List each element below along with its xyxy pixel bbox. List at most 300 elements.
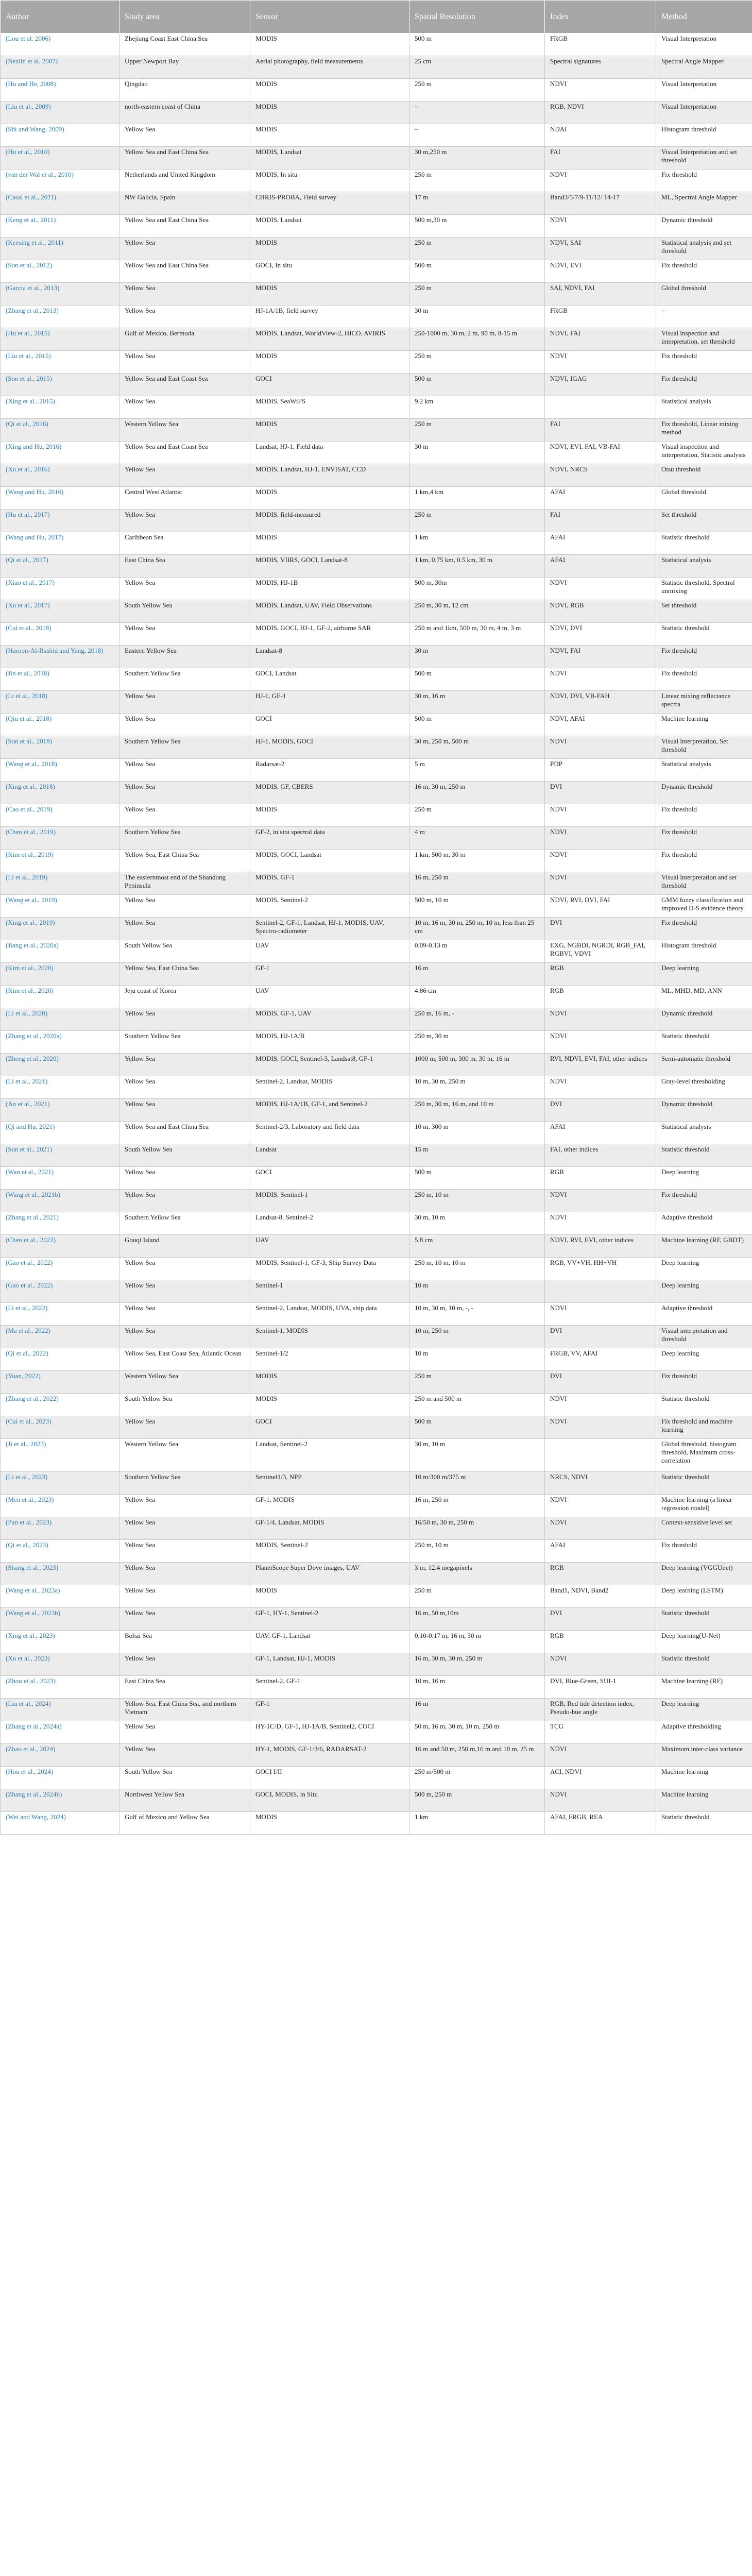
cell-author [1,1031,119,1054]
cell-method: Deep learning [656,1258,752,1280]
cell-study-area: Gulf of Mexico, Bermuda [119,328,250,351]
cell-sensor: GOCI, MODIS, in Situ [250,1789,409,1812]
cell-study-area: Yellow Sea [119,283,250,306]
cell-author [1,101,119,124]
cell-author [1,442,119,464]
citation-link[interactable]: (Qiu et al., 2018) [6,715,52,722]
cell-index [545,1280,656,1303]
cell-method: Visual Interpretation and set threshold [656,147,752,170]
cell-author [1,1054,119,1076]
cell-sensor: MODIS [250,124,409,147]
cell-sensor: Sentinel-2, Landsat, MODIS, UVA, ship data [250,1303,409,1326]
table-row [1,1235,752,1258]
citation-link[interactable]: (Zhang et al., 2022) [6,1395,59,1402]
cell-author [1,1699,119,1721]
cell-sensor: MODIS [250,419,409,442]
cell-resolution: 30 m,250 m [409,147,545,170]
cell-resolution: 10 m, 30 m, 10 m, -, - [409,1303,545,1326]
cell-author [1,1235,119,1258]
citation-link[interactable]: (Xiao et al., 2017) [6,579,55,586]
cell-resolution: 16 m, 250 m [409,872,545,895]
cell-index [545,1439,656,1472]
cell-index: NDAI [545,124,656,147]
cell-index: AFAI, FRGB, REA [545,1812,656,1835]
cell-author [1,986,119,1008]
cell-resolution: 500 m [409,1167,545,1190]
cell-resolution: 10 m/300 m/375 m [409,1472,545,1495]
cell-study-area: Yellow Sea [119,1540,250,1563]
table-row [1,215,752,238]
cell-resolution: 16 m, 50 m,10m [409,1608,545,1631]
table-row [1,351,752,374]
table-row [1,1540,752,1563]
citation-link[interactable]: (Li et al., 2019) [6,873,48,881]
cell-study-area: Zhejiang Coast East China Sea [119,33,250,56]
citation-link[interactable]: (Qi et al., 2023) [6,1541,48,1549]
cell-resolution: 5.8 cm [409,1235,545,1258]
cell-method: Machine learning [656,714,752,736]
cell-study-area: Jeju coast of Korea [119,986,250,1008]
cell-author [1,1326,119,1348]
citation-link[interactable]: (Wang and Hu, 2016) [6,488,64,496]
cell-method: Statistical analysis [656,555,752,578]
cell-author [1,804,119,827]
cell-method: Statistic threshold [656,532,752,555]
citation-link[interactable]: (Wang et al., 2023b) [6,1609,61,1617]
cell-study-area: Yellow Sea [119,895,250,918]
cell-author [1,1416,119,1439]
cell-author [1,1472,119,1495]
table-row [1,918,752,940]
cell-author [1,1540,119,1563]
cell-resolution: 250 m [409,1371,545,1394]
table-row [1,600,752,623]
cell-method: Machine learning (RF) [656,1676,752,1699]
citation-link[interactable]: (Men et al., 2023) [6,1496,54,1503]
citation-link[interactable]: (Zhang et al., 2024b) [6,1790,62,1798]
cell-index: NDVI, RVI, DVI, FAI [545,895,656,918]
table-row [1,872,752,895]
citation-link[interactable]: (Li et al., 2022) [6,1304,48,1312]
cell-sensor: MODIS, HJ-1A/1B, GF-1, and Sentinel-2 [250,1099,409,1122]
cell-resolution: – [409,101,545,124]
cell-study-area: Yellow Sea, East Coast Sea, Atlantic Ocean [119,1348,250,1371]
cell-resolution: 1 km [409,1812,545,1835]
table-row [1,374,752,396]
cell-study-area: Southern Yellow Sea [119,1472,250,1495]
cell-method: Fix threshold [656,668,752,691]
table-row [1,192,752,215]
citation-link[interactable]: (Hu et al., 2017) [6,511,50,518]
cell-method: Context-sensitive level set [656,1517,752,1540]
cell-index: NDVI, AFAI [545,714,656,736]
citation-link[interactable]: (Li et al., 2020) [6,1009,48,1017]
citation-link[interactable]: (Nezlin et al. 2007) [6,57,58,65]
citation-link[interactable]: (Wan et al., 2021) [6,1168,54,1176]
cell-author [1,1721,119,1744]
citation-link[interactable]: (Ma et al., 2022) [6,1327,51,1334]
citation-link[interactable]: (Son et al., 2018) [6,737,52,745]
cell-resolution [409,464,545,487]
cell-author [1,1585,119,1608]
citation-link[interactable]: (Chen et al., 2022) [6,1236,56,1244]
cell-resolution: 17 m [409,192,545,215]
cell-resolution: 500 m,30 m [409,215,545,238]
table-row [1,1076,752,1099]
citation-link[interactable]: (Kim et al., 2020) [6,964,54,972]
citation-link[interactable]: (Zhou et al., 2023) [6,1677,56,1685]
header-method: Method [656,1,752,33]
cell-author [1,782,119,804]
cell-index: Band3/5/7/9-11/12/ 14-17 [545,192,656,215]
citation-link[interactable]: (Zhang et al., 2021) [6,1213,59,1221]
cell-method: Statistical analysis [656,396,752,419]
cell-resolution: 16 m, 250 m [409,1495,545,1517]
cell-author [1,1789,119,1812]
cell-study-area: Southern Yellow Sea [119,827,250,850]
cell-resolution: 250 m, 10 m [409,1190,545,1212]
cell-author [1,79,119,101]
citation-link[interactable]: (Hu et al., 2015) [6,329,50,337]
table-row [1,1190,752,1212]
cell-resolution: 500 m [409,374,545,396]
table-row [1,1721,752,1744]
cell-index: DVI [545,782,656,804]
citation-link[interactable]: (Garcia et al., 2013) [6,284,60,292]
cell-resolution: 500 m [409,260,545,283]
citation-link[interactable]: (Xing et al., 2019) [6,919,55,926]
citation-link[interactable]: (Xu et al., 2016) [6,465,50,473]
cell-method: Machine learning [656,1789,752,1812]
cell-method: Deep learning [656,1167,752,1190]
cell-sensor: MODIS, GOCI, Landsat [250,850,409,872]
citation-link[interactable]: (Haroon-Al-Rashid and Yang, 2018) [6,647,104,654]
citation-link[interactable]: (Chen et al., 2019) [6,828,56,836]
citation-link[interactable]: (Hu and He, 2008) [6,80,56,88]
citation-link[interactable]: (Li et al., 2023) [6,1473,48,1481]
citation-link[interactable]: (Qi et al., 2016) [6,420,48,428]
cell-sensor: MODIS, GF, CBERS [250,782,409,804]
citation-link[interactable]: (Liu et al., 2009) [6,103,51,110]
cell-resolution: 3 m, 12.4 megapixels [409,1563,545,1585]
cell-author [1,714,119,736]
cell-index: NDVI [545,578,656,600]
cell-study-area: NW Galicia, Spain [119,192,250,215]
cell-index: DVI [545,1326,656,1348]
citation-link[interactable]: (Wang and Hu, 2017) [6,533,64,541]
table-row [1,1416,752,1439]
cell-author [1,215,119,238]
citation-link[interactable]: (Liu et al., 2024) [6,1700,51,1707]
cell-author [1,419,119,442]
table-row [1,1167,752,1190]
cell-method: Statistic threshold [656,1653,752,1676]
cell-resolution: 500 m, 30m [409,578,545,600]
cell-study-area: Yellow Sea [119,306,250,328]
cell-author [1,351,119,374]
cell-index: DVI, Blue-Green, SUI-1 [545,1676,656,1699]
cell-sensor: MODIS, SeaWiFS [250,396,409,419]
citation-link[interactable]: (Liu et al., 2015) [6,352,51,360]
table-row [1,1472,752,1495]
cell-resolution: 16 m [409,963,545,986]
table-row [1,1439,752,1472]
cell-method: Deep learning [656,963,752,986]
cell-author [1,1280,119,1303]
cell-index: NDVI [545,736,656,759]
table-row [1,1517,752,1540]
cell-study-area: Yellow Sea, East China Sea, and northern Vietnam [119,1699,250,1721]
cell-sensor: MODIS [250,1585,409,1608]
cell-method: Global threshold [656,283,752,306]
cell-study-area: Yellow Sea [119,238,250,260]
table-row [1,124,752,147]
citation-link[interactable]: (Gao et al., 2022) [6,1259,53,1266]
citation-link[interactable]: (Xu et al., 2017) [6,601,50,609]
cell-study-area: Bohai Sea [119,1631,250,1653]
citation-link[interactable]: (Qi and Hu, 2021) [6,1123,55,1130]
citation-link[interactable]: (Qi et al., 2017) [6,556,48,564]
cell-resolution: 250 m, 30 m [409,1031,545,1054]
cell-study-area: South Yellow Sea [119,1144,250,1167]
cell-resolution: 25 cm [409,56,545,79]
cell-author [1,328,119,351]
cell-sensor: GOCI, Landsat [250,668,409,691]
cell-author [1,532,119,555]
citation-link[interactable]: (Hu et al., 2010) [6,148,50,156]
citation-link[interactable]: (Keesing et al., 2011) [6,239,63,246]
cell-author [1,1008,119,1031]
cell-method: Visual inspection and interpretation, Statistic analysis [656,442,752,464]
cell-sensor: GF-2, in situ spectral data [250,827,409,850]
cell-author [1,374,119,396]
citation-link[interactable]: (Li et al., 2018) [6,692,48,700]
table-row [1,487,752,510]
cell-sensor: GF-1, MODIS [250,1495,409,1517]
cell-method: Fix threshold, Linear mixing method [656,419,752,442]
citation-link[interactable]: (Zhang et al., 2024a) [6,1722,62,1730]
table-row [1,555,752,578]
table-row [1,306,752,328]
cell-resolution: 16 m [409,1699,545,1721]
table-row [1,940,752,963]
cell-method: Global threshold [656,487,752,510]
citation-link[interactable]: (Jin et al., 2018) [6,669,49,677]
citation-link[interactable]: (Cui et al., 2018) [6,624,52,632]
cell-method: Global threshold, histogram threshold, Maximum cross-correlation [656,1439,752,1472]
cell-study-area: South Yellow Sea [119,600,250,623]
citation-link[interactable]: (Xing et al., 2015) [6,397,55,405]
table-row [1,1767,752,1789]
citation-link[interactable]: (Xing et al., 2018) [6,783,55,790]
cell-study-area: Southern Yellow Sea [119,736,250,759]
cell-index: RGB [545,963,656,986]
citation-link[interactable]: (Wang et al., 2021b) [6,1191,61,1198]
cell-index: DVI [545,1608,656,1631]
citation-link[interactable]: (Son et al., 2012) [6,261,52,269]
cell-author [1,192,119,215]
citation-link[interactable]: (Lou et al. 2006) [6,35,51,42]
cell-method: Dynamic threshold [656,1099,752,1122]
cell-sensor: GF-1/4, Landsat, MODIS [250,1517,409,1540]
cell-index: NDVI [545,351,656,374]
cell-resolution: 500 m, 250 m [409,1789,545,1812]
cell-index: RGB, NDVI [545,101,656,124]
cell-method: Fix threshold [656,351,752,374]
table-row [1,1212,752,1235]
citation-link[interactable]: (Keng et al., 2011) [6,216,56,224]
cell-sensor: MODIS, Sentinel-2 [250,1540,409,1563]
cell-index: RVI, NDVI, EVI, FAI, other indices [545,1054,656,1076]
cell-method: Deep learning [656,1280,752,1303]
cell-author [1,1167,119,1190]
cell-sensor: MODIS [250,487,409,510]
cell-sensor: Radarsat-2 [250,759,409,782]
cell-sensor: MODIS, GF-1 [250,872,409,895]
cell-sensor: MODIS, Landsat, WorldView-2, HICO, AVIRIS [250,328,409,351]
citation-link[interactable]: (Qi et al., 2022) [6,1349,48,1357]
cell-method: Set threshold [656,510,752,532]
citation-link[interactable]: (Zheng et al., 2020) [6,1055,59,1062]
cell-study-area: Yellow Sea and East China Sea [119,1122,250,1144]
cell-resolution: 250 m [409,170,545,192]
cell-study-area: South Yellow Sea [119,1394,250,1416]
citation-link[interactable]: (Yuan, 2022) [6,1372,41,1380]
cell-resolution: 4.86 cm [409,986,545,1008]
cell-resolution: 500 m [409,668,545,691]
citation-link[interactable]: (Casal et al., 2011) [6,193,57,201]
cell-method: Statistical analysis [656,759,752,782]
cell-author [1,1517,119,1540]
cell-author [1,963,119,986]
citation-link[interactable]: (Wang et al., 2018) [6,760,57,768]
cell-study-area: Yellow Sea [119,1653,250,1676]
citation-link[interactable]: (Xing et al., 2023) [6,1632,55,1639]
table-row [1,283,752,306]
cell-study-area: Yellow Sea [119,1608,250,1631]
cell-sensor: GF-1, HY-1, Sentinel-2 [250,1608,409,1631]
cell-study-area: Yellow Sea and East China Sea [119,147,250,170]
cell-study-area: Yellow Sea [119,1303,250,1326]
cell-author [1,33,119,56]
cell-sensor: MODIS [250,238,409,260]
cell-study-area: East China Sea [119,1676,250,1699]
cell-study-area: Yellow Sea [119,351,250,374]
cell-sensor: Landsat [250,1144,409,1167]
citation-link[interactable]: (Pan et al., 2023) [6,1518,52,1526]
cell-resolution: 30 m [409,646,545,668]
cell-resolution: 250 m, 30 m, 16 m, and 10 m [409,1099,545,1122]
citation-link[interactable]: (Xing and Hu, 2016) [6,443,62,450]
citation-link[interactable]: (Wei and Wang, 2024) [6,1813,66,1821]
cell-index: FRGB [545,306,656,328]
cell-method: Semi-automatic threshold [656,1054,752,1076]
citation-link[interactable]: (Sun et al., 2021) [6,1145,52,1153]
cell-resolution: 250 m [409,419,545,442]
table-row [1,1608,752,1631]
cell-sensor: MODIS, Sentinel-2 [250,895,409,918]
cell-sensor: GOCI [250,1416,409,1439]
table-row [1,56,752,79]
citation-link[interactable]: (Shi and Wang, 2009) [6,125,64,133]
citation-link[interactable]: (van der Wal et al., 2010) [6,171,74,178]
citation-link[interactable]: (Kim et al., 2019) [6,851,54,858]
cell-method: Statistic threshold [656,623,752,646]
citation-link[interactable]: (Zhao et al., 2024) [6,1745,56,1753]
table-row [1,736,752,759]
cell-index: NDVI [545,1517,656,1540]
cell-resolution: 30 m, 250 m, 500 m [409,736,545,759]
cell-method: Gray-level thresholding [656,1076,752,1099]
table-row [1,79,752,101]
citation-link[interactable]: (Shang et al., 2023) [6,1564,59,1571]
cell-study-area: Yellow Sea [119,1517,250,1540]
cell-study-area: Yellow Sea [119,1054,250,1076]
cell-resolution: 4 m [409,827,545,850]
citation-link[interactable]: (Kim et al., 2020) [6,987,54,994]
table-row [1,623,752,646]
cell-sensor: GOCI [250,714,409,736]
cell-index: NRCS, NDVI [545,1472,656,1495]
cell-author [1,283,119,306]
cell-resolution: 250 m [409,283,545,306]
cell-sensor: Landsat, Sentinel-2 [250,1439,409,1472]
citation-link[interactable]: (Wang et al., 2019) [6,896,57,904]
cell-resolution: 10 m [409,1348,545,1371]
cell-method: Fix threshold [656,260,752,283]
table-row [1,1394,752,1416]
citation-link[interactable]: (Gao et al., 2022) [6,1281,53,1289]
citation-link[interactable]: (Cao et al., 2019) [6,805,53,813]
cell-method: Statistical analysis and set threshold [656,238,752,260]
table-row [1,827,752,850]
citation-link[interactable]: (Ji et al., 2023) [6,1440,46,1448]
cell-resolution: 250 m [409,510,545,532]
citation-link[interactable]: (Zhang et al., 2013) [6,307,59,314]
header-row [1,1,752,33]
header-index: Index [545,1,656,33]
cell-method: Machine learning (a linear regression model) [656,1495,752,1517]
cell-resolution: 250 m [409,351,545,374]
citation-link[interactable]: (Jiang et al., 2020a) [6,941,59,949]
cell-method: Deep learning (LSTM) [656,1585,752,1608]
citation-link[interactable]: (Hou et al., 2024) [6,1768,54,1775]
table-row [1,714,752,736]
cell-study-area: Northwest Yellow Sea [119,1789,250,1812]
cell-study-area: Southern Yellow Sea [119,1031,250,1054]
cell-study-area: Yellow Sea [119,1495,250,1517]
cell-method: Adaptive thresholding [656,1721,752,1744]
citation-link[interactable]: (Zhang et al., 2020a) [6,1032,62,1040]
citation-link[interactable]: (Xu et al., 2023) [6,1654,50,1662]
citation-link[interactable]: (Wang et al., 2023a) [6,1586,60,1594]
cell-index: RGB, VV+VH, HH+VH [545,1258,656,1280]
cell-author [1,306,119,328]
citation-link[interactable]: (An et al., 2021) [6,1100,50,1108]
cell-method: Fix threshold [656,646,752,668]
citation-link[interactable]: (Cui et al., 2023) [6,1417,52,1425]
citation-link[interactable]: (Li et al., 2021) [6,1077,48,1085]
cell-study-area: Central West Atlantic [119,487,250,510]
table-row [1,1653,752,1676]
cell-sensor: MODIS, GF-1, UAV [250,1008,409,1031]
citation-link[interactable]: (Son et al., 2015) [6,375,52,382]
cell-index: NDVI, FAI [545,328,656,351]
table-row [1,1280,752,1303]
table-row [1,1303,752,1326]
cell-sensor: UAV [250,1235,409,1258]
cell-sensor: GOCI, In situ [250,260,409,283]
